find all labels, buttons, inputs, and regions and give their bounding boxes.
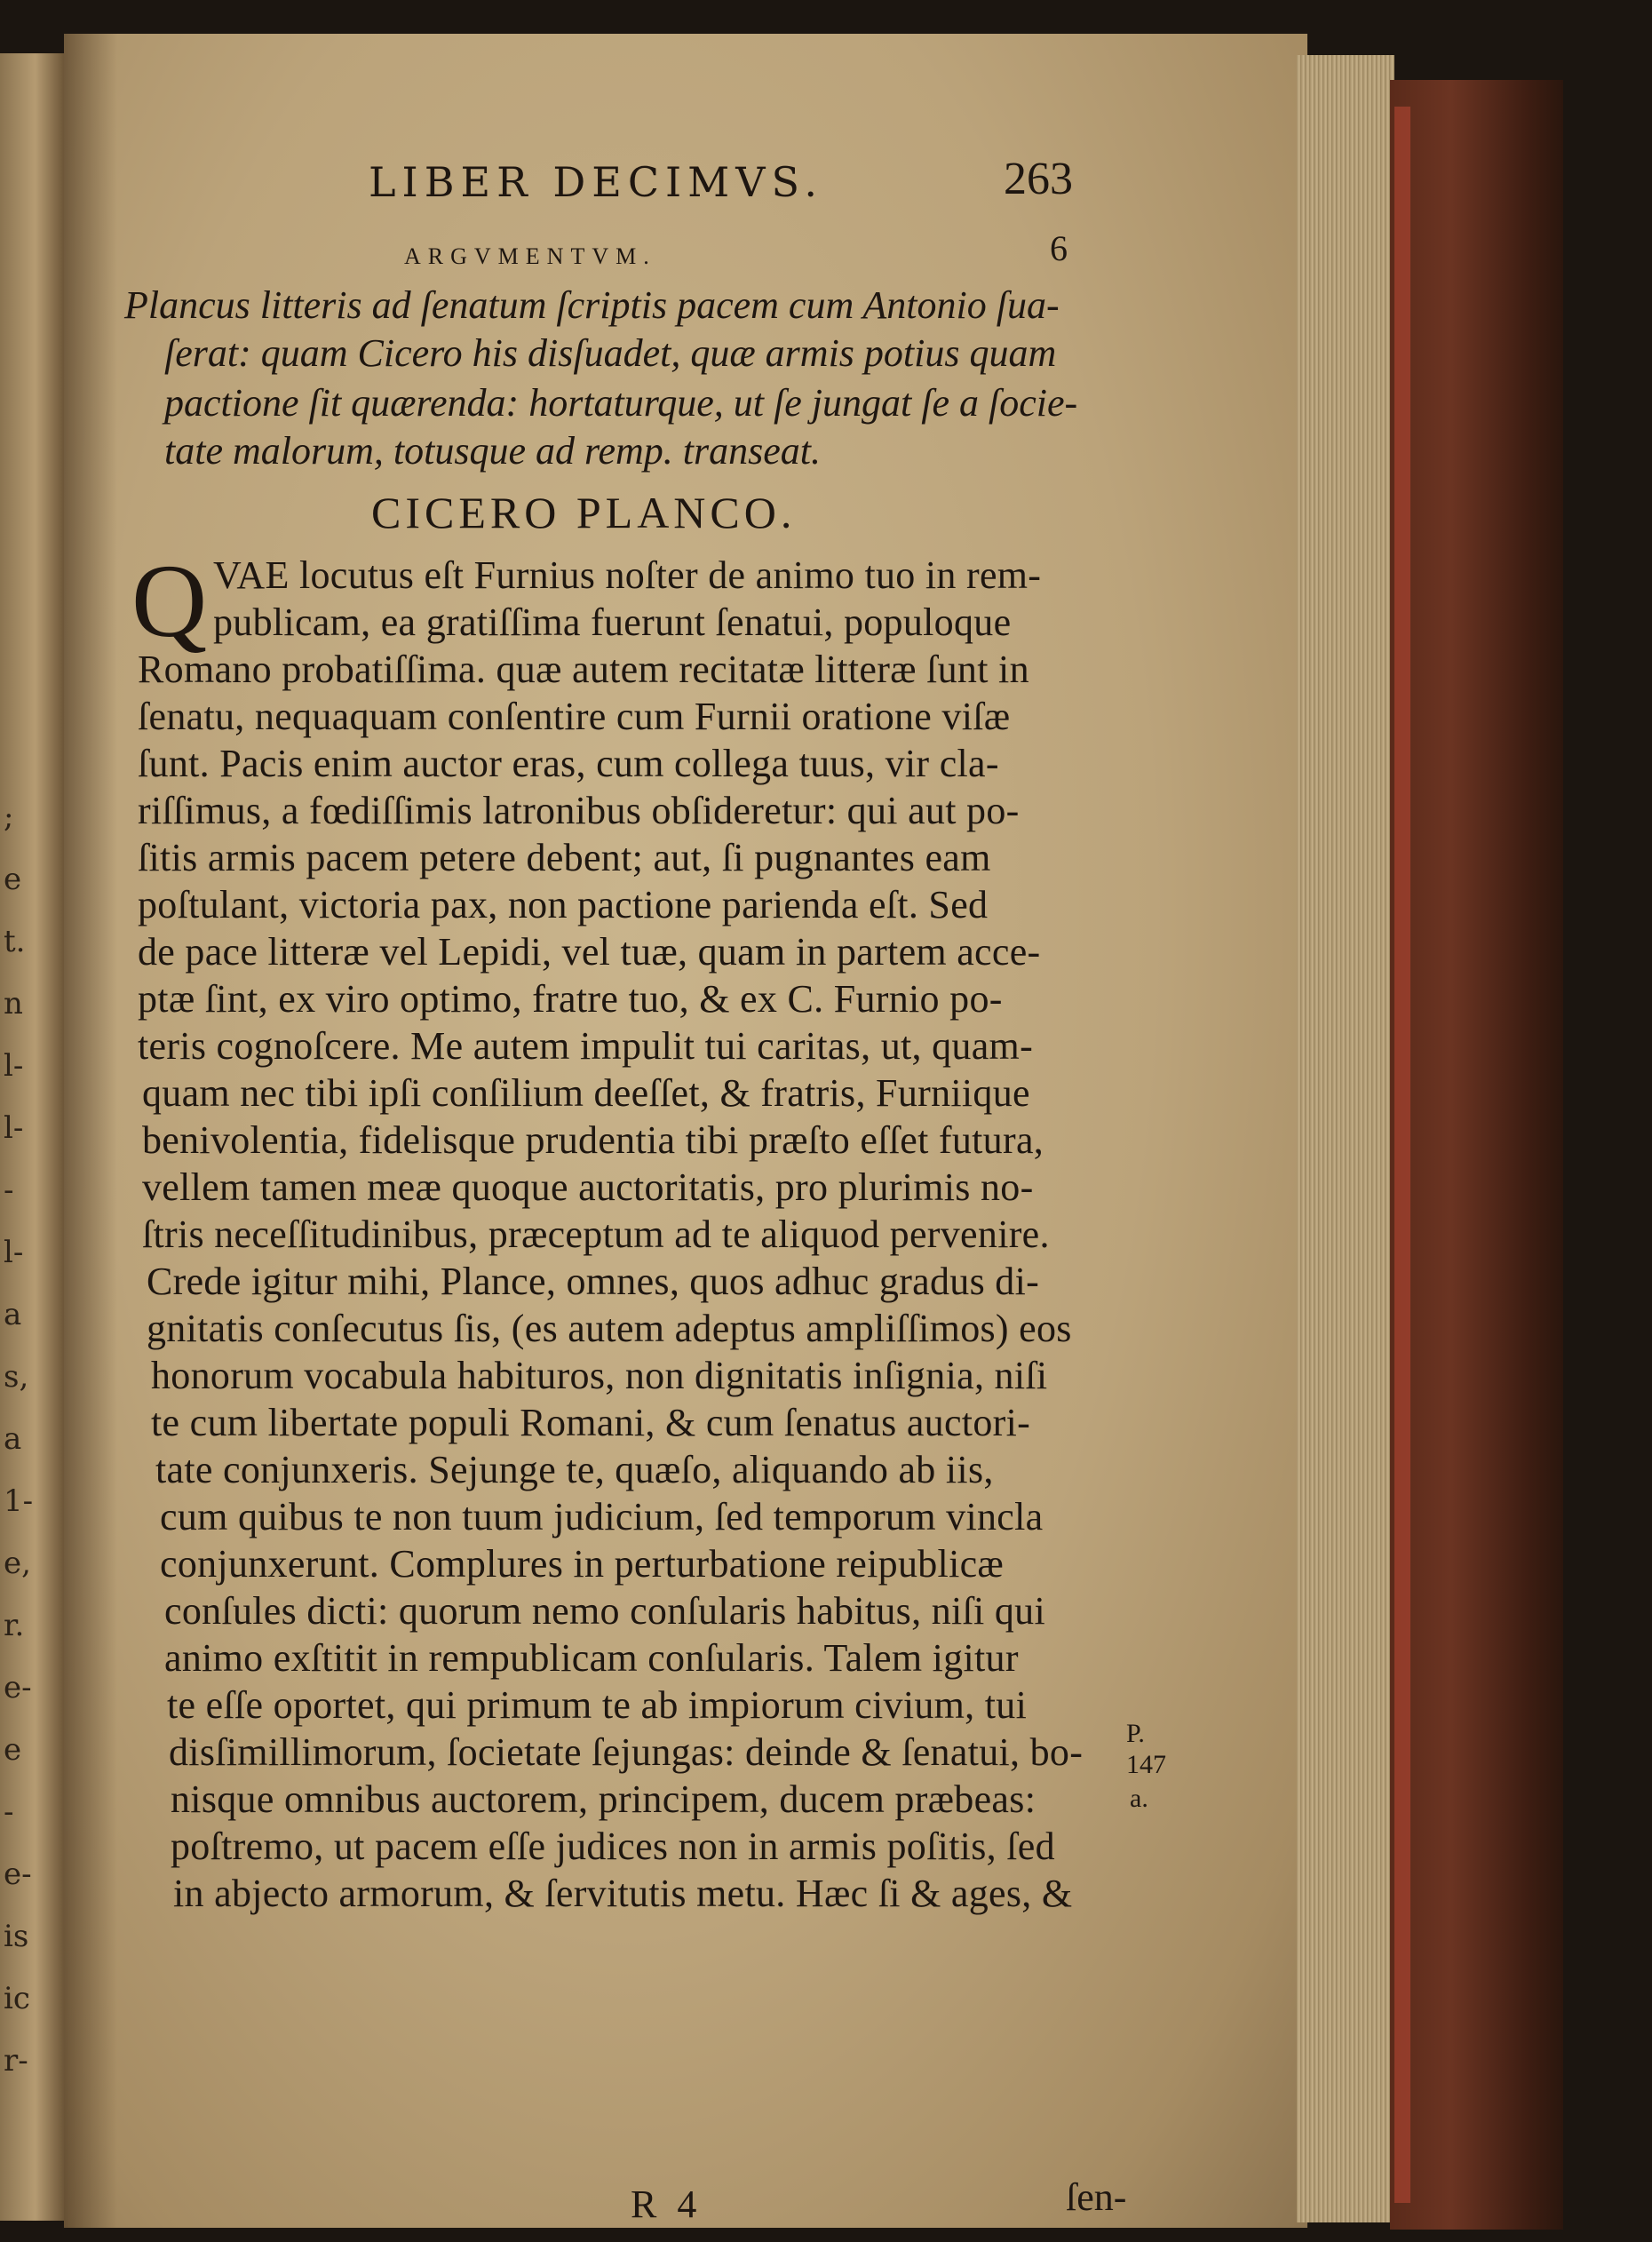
text-line: poſtulant, victoria pax, non pactione parienda eſt. Sed	[138, 883, 989, 926]
argument-line: tate malorum, totusque ad remp. transeat.	[164, 429, 821, 473]
text-line: nisque omnibus auctorem, principem, ducem præbeas:	[171, 1777, 1036, 1821]
margin-note: a.	[1130, 1784, 1148, 1813]
text-line: vellem tamen meæ quoque auctoritatis, pro plurimis no-	[142, 1165, 1034, 1209]
left-margin-fragment: s,	[4, 1359, 29, 1395]
argument-line: Plancus litteris ad ſenatum ſcriptis pacem cum Antonio ſua-	[124, 283, 1060, 327]
signature-mark: R 4	[631, 2182, 703, 2226]
text-line: te cum libertate populi Romani, & cum ſenatus auctori-	[151, 1401, 1031, 1444]
text-line: conſules dicti: quorum nemo conſularis habitus, niſi qui	[164, 1589, 1045, 1633]
left-margin-fragment: r.	[4, 1608, 25, 1643]
text-line: de pace litteræ vel Lepidi, vel tuæ, quam in partem acce-	[138, 930, 1041, 974]
page-number: 263	[1004, 154, 1073, 204]
left-margin-fragment: a	[4, 1421, 22, 1457]
left-margin-fragment: is	[4, 1919, 29, 1954]
left-margin-fragment: e-	[4, 1670, 32, 1705]
left-margin-fragment: e	[4, 862, 22, 897]
left-margin-fragment: e	[4, 1732, 22, 1768]
text-line: VAE locutus eſt Furnius noſter de animo tuo in rem-	[213, 553, 1042, 597]
left-margin-fragment: -	[4, 1173, 14, 1208]
text-line: in abjecto armorum, & ſervitutis metu. Hæc ſi & ages, &	[173, 1872, 1073, 1915]
text-line: te eſſe oportet, qui primum te ab impiorum civium, tui	[167, 1683, 1028, 1727]
margin-note: P.	[1126, 1719, 1145, 1748]
left-margin-fragment: l-	[4, 1110, 24, 1146]
left-margin-fragment: ;	[4, 799, 14, 835]
left-margin-fragment: t.	[4, 924, 26, 959]
text-line: gnitatis conſecutus ſis, (es autem adeptus ampliſſimos) eos	[147, 1307, 1072, 1350]
letter-number: 6	[1050, 228, 1068, 268]
margin-note: 147	[1126, 1750, 1166, 1779]
left-margin-fragment: -	[4, 1794, 14, 1830]
left-margin-fragment: r-	[4, 2043, 28, 2079]
text-line: poſtremo, ut pacem eſſe judices non in armis poſitis, ſed	[171, 1825, 1055, 1868]
left-margin-fragment: l-	[4, 1235, 24, 1270]
argument-heading: ARGVMENTVM.	[404, 243, 656, 269]
text-line: tate conjunxeris. Sejunge te, quæſo, aliquando ab iis,	[155, 1448, 994, 1491]
left-margin-fragment: e-	[4, 1856, 32, 1892]
text-line: ſtris neceſſitudinibus, præceptum ad te aliquod pervenire.	[142, 1212, 1050, 1256]
text-line: riſſimus, a fœdiſſimis latronibus obſideretur: qui aut po-	[138, 789, 1020, 832]
text-line: conjunxerunt. Complures in perturbatione reipublicæ	[160, 1542, 1005, 1586]
catchword: ſen-	[1066, 2175, 1127, 2219]
letter-title: CICERO PLANCO.	[371, 488, 797, 537]
left-margin-fragment: l-	[4, 1048, 24, 1084]
text-line: honorum vocabula habituros, non dignitatis inſignia, niſi	[151, 1354, 1048, 1397]
text-line: animo exſtitit in rempublicam conſularis. Talem igitur	[164, 1636, 1019, 1680]
text-line: benivolentia, fidelisque prudentia tibi præſto eſſet futura,	[142, 1118, 1044, 1162]
text-line: disſimillimorum, ſocietate ſejungas: deinde & ſenatui, bo-	[169, 1730, 1084, 1774]
text-line: ſenatu, nequaquam conſentire cum Furnii oratione viſæ	[138, 695, 1011, 738]
text-line: teris cognoſcere. Me autem impulit tui caritas, ut, quam-	[138, 1024, 1034, 1068]
text-line: ſitis armis pacem petere debent; aut, ſi pugnantes eam	[138, 836, 991, 879]
argument-line: ſerat: quam Cicero his disſuadet, quæ armis potius quam	[164, 331, 1057, 375]
text-line: ptæ ſint, ex viro optimo, fratre tuo, & ex C. Furnio po-	[138, 977, 1003, 1021]
text-line: Romano probatiſſima. quæ autem recitatæ litteræ ſunt in	[138, 648, 1029, 691]
argument-line: pactione ſit quærenda: hortaturque, ut ſe jungat ſe a ſocie-	[164, 381, 1078, 425]
left-margin-fragment: ic	[4, 1981, 30, 2016]
text-line: publicam, ea gratiſſima fuerunt ſenatui, populoque	[213, 600, 1012, 644]
left-margin-fragment: 1-	[4, 1483, 34, 1519]
left-margin-fragment: e,	[4, 1546, 31, 1581]
left-margin-fragment: n	[4, 986, 23, 1022]
text-line: ſunt. Pacis enim auctor eras, cum collega tuus, vir cla-	[138, 742, 999, 785]
running-head: LIBER DECIMVS.	[369, 158, 823, 206]
left-margin-fragment: a	[4, 1297, 22, 1332]
text-line: quam nec tibi ipſi conſilium deeſſet, & fratris, Furniique	[142, 1071, 1030, 1115]
text-line: Crede igitur mihi, Plance, omnes, quos adhuc gradus di-	[147, 1260, 1040, 1303]
drop-cap: Q	[131, 543, 208, 659]
text-line: cum quibus te non tuum judicium, ſed temporum vincla	[160, 1495, 1044, 1538]
